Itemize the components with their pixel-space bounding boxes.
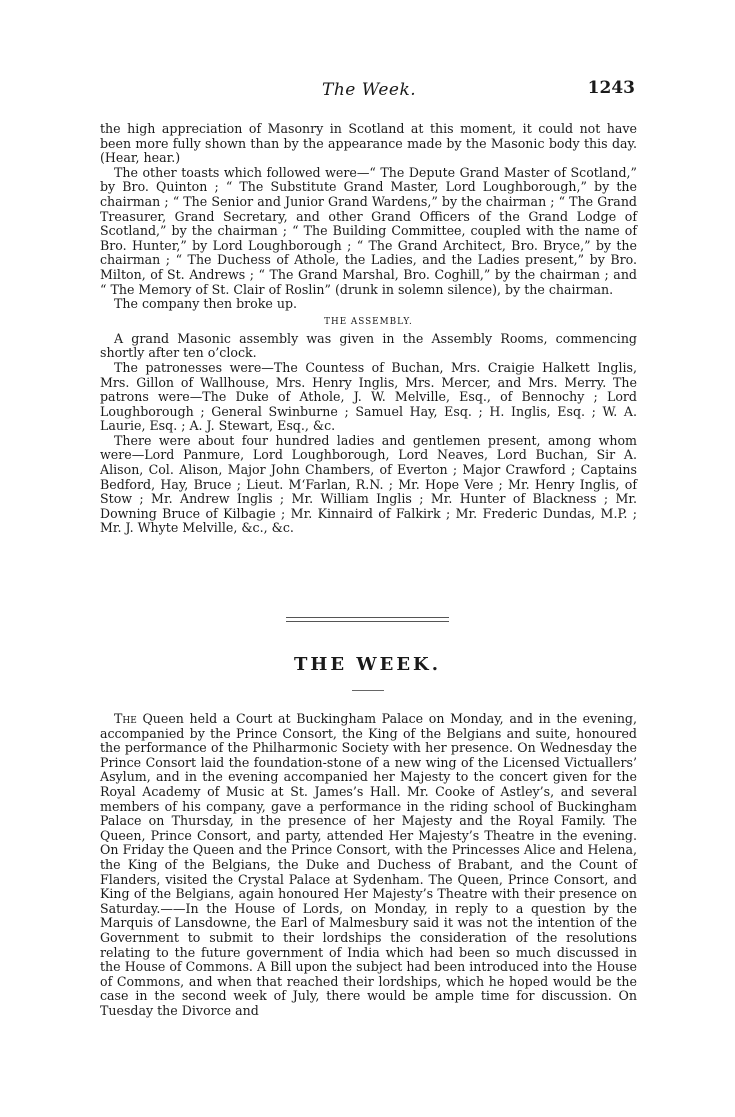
the-week-paragraph [100, 712, 637, 1018]
running-title: The Week. [322, 80, 417, 100]
dinner-paragraph-close: The company then broke up. [114, 296, 298, 312]
the-week-body: Queen held a Court at Buckingham Palace on Monday, and in the evening, accompanied by the Prince Consort, the King of the Belgians and suite, honoured the performance of the Philharmonic Society with her presence. On Wednesday the Prince Consort laid the foundation-stone of a new wing of the Licensed Victuallers’ Asylum, and in the evening accompanied her Majesty to the concert given for the Royal Academy of Music at St. James’s Hall. Mr. Cooke of Astley’s, and several members of his company, gave a performance in the riding school of Buckingham Palace on Thursday, in the presence of her Majesty and the Royal Family. The Queen, Prince Consort, and party, attended Her Majesty’s Theatre in the evening. On Friday the Queen and the Prince Consort, with the Princesses Alice and Helena, the King of the Belgians, the Duke and Duchess of Brabant, and the Count of Flanders, visited the Crystal Palace at Sydenham. The Queen, Prince Consort, and King of the Belgians, again honoured Her Majesty’s Theatre with their presence on Saturday.——In the House of Lords, on Monday, in reply to a question by the Marquis of Lansdowne, the Earl of Malmesbury said it was not the intention of the Government to submit to their lordships the consideration of the resolutions relating to the future government of India which had been so much discussed in the House of Commons. A Bill upon the subject had been introduced into the House of Commons, and when that reached their lordships, which he hoped would be the case in the second week of July, there would be ample time for discussion. On Tuesday the Divorce and [100, 711, 637, 1018]
dinner-paragraph-1: the high appreciation of Masonry in Scotland at this moment, it could not have been more fully shown than by the appearance made by the Masonic body this day. (Hear, hear.) [100, 121, 637, 166]
the-week-article [100, 712, 637, 1018]
dinner-paragraph-toasts: The other toasts which followed were—“ The Depute Grand Master of Scotland,” by Bro. Quinton ; “ The Substitute Grand Master, Lord Loughborough,” by the chairman ; “ The Senior and Junior Grand Wardens,” by the chairman ; “ The Grand Treasurer, Grand Secretary, and other Grand Officers of the Grand Lodge of Scotland,” by the chairman ; “ The Building Committee, coupled with the name of Bro. Hunter,” by Lord Loughborough ; “ The Grand Architect, Bro. Bryce,” by the chairman ; “ The Duchess of Athole, the Ladies, and the Ladies present,” by Bro. Milton, of St. Andrews ; “ The Grand Marshal, Bro. Coghill,” by the chairman ; and “ The Memory of St. Clair of Roslin” (drunk in solemn silence), by the chairman. [100, 164, 637, 297]
title-rule [352, 690, 384, 691]
assembly-paragraph-1: A grand Masonic assembly was given in the Assembly Rooms, commencing shortly after ten o’clock. [100, 330, 637, 361]
page-number: 1243 [587, 78, 635, 98]
lead-word: The [114, 711, 137, 726]
assembly-heading: THE ASSEMBLY. [324, 316, 413, 327]
section-title: THE WEEK. [294, 654, 441, 675]
dinner-report [100, 122, 637, 536]
section-divider [286, 617, 449, 622]
assembly-paragraph-patrons: The patronesses were—The Countess of Buchan, Mrs. Craigie Halkett Inglis, Mrs. Gillon of Wallhouse, Mrs. Henry Inglis, Mrs. Mercer, and Mrs. Merry. The patrons were—The Duke of Athole, J. W. Melville, Esq., of Bennochy ; Lord Loughborough ; General Swinburne ; Samuel Hay, Esq. ; H. Inglis, Esq. ; W. A. Laurie, Esq. ; A. J. Stewart, Esq., &c. [100, 359, 637, 434]
page-header [0, 80, 735, 104]
assembly-paragraph-attendees: There were about four hundred ladies and gentlemen present, among whom were—Lord Panmure, Lord Loughborough, Lord Neaves, Lord Buchan, Sir A. Alison, Col. Alison, Major John Chambers, of Everton ; Major Crawford ; Captains Bedford, Hay, Bruce ; Lieut. M‘Farlan, R.N. ; Mr. Hope Vere ; Mr. Henry Inglis, of Stow ; Mr. Andrew Inglis ; Mr. William Inglis ; Mr. Hunter of Blackness ; Mr. Downing Bruce of Kilbagie ; Mr. Kinnaird of Falkirk ; Mr. Frederic Dundas, M.P. ; Mr. J. Whyte Melville, &c., &c. [100, 432, 637, 536]
